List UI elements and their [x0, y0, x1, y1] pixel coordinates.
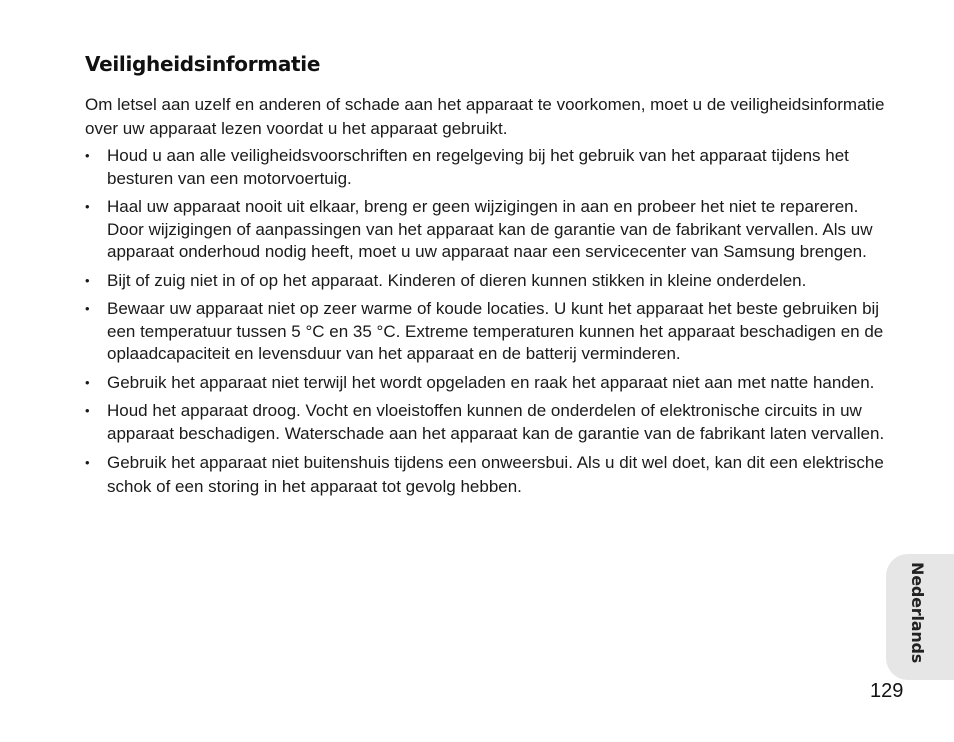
list-item — [85, 372, 885, 395]
language-tab-label: Nederlands — [908, 562, 927, 664]
list-item — [85, 400, 885, 445]
list-item-text: Haal uw apparaat nooit uit elkaar, breng er geen wijzigingen in aan en probeer het niet te repareren. Door wijzigingen of aanpassingen van het apparaat kan de garantie van de fabrikant vervallen. Als uw apparaat onderhoud nodig heeft, moet u uw apparaat naar een servicecenter van Samsung brengen. — [107, 197, 873, 261]
bullet-icon: • — [85, 301, 90, 316]
page-number: 129 — [870, 680, 904, 702]
safety-list — [85, 145, 885, 505]
bullet-icon: • — [85, 148, 90, 163]
bullet-icon: • — [85, 455, 90, 470]
bullet-icon: • — [85, 199, 90, 214]
list-item-text: Gebruik het apparaat niet terwijl het wordt opgeladen en raak het apparaat niet aan met natte handen. — [107, 372, 875, 392]
language-tab — [886, 554, 954, 680]
section-heading: Veiligheidsinformatie — [85, 52, 321, 76]
list-item-text: Bewaar uw apparaat niet op zeer warme of koude locaties. U kunt het apparaat het beste gebruiken bij een temperatuur tussen 5 °C en 35 °C. Extreme temperaturen kunnen het apparaat beschadigen en de oplaadcapaciteit en levensduur van het apparaat en de batterij verminderen. — [107, 299, 884, 363]
list-item — [85, 196, 885, 264]
list-item — [85, 451, 885, 499]
list-item — [85, 270, 885, 293]
list-item-text: Houd u aan alle veiligheidsvoorschriften en regelgeving bij het gebruik van het apparaat tijdens het besturen van een motorvoertuig. — [107, 146, 849, 188]
bullet-icon: • — [85, 403, 90, 418]
list-item-text: Bijt of zuig niet in of op het apparaat. Kinderen of dieren kunnen stikken in kleine onderdelen. — [107, 270, 807, 290]
list-item-text: Gebruik het apparaat niet buitenshuis tijdens een onweersbui. Als u dit wel doet, kan dit een elektrische schok of een storing in het apparaat tot gevolg hebben. — [107, 453, 884, 496]
bullet-icon: • — [85, 272, 90, 288]
intro-paragraph: Om letsel aan uzelf en anderen of schade aan het apparaat te voorkomen, moet u de veiligheidsinformatie over uw apparaat lezen voordat u het apparaat gebruikt. — [85, 95, 885, 138]
list-item — [85, 145, 885, 190]
list-item — [85, 298, 885, 366]
bullet-icon: • — [85, 374, 90, 390]
list-item-text: Houd het apparaat droog. Vocht en vloeistoffen kunnen de onderdelen of elektronische circuits in uw apparaat beschadigen. Waterschade aan het apparaat kan de garantie van de fabrikant laten vervallen. — [107, 401, 885, 443]
